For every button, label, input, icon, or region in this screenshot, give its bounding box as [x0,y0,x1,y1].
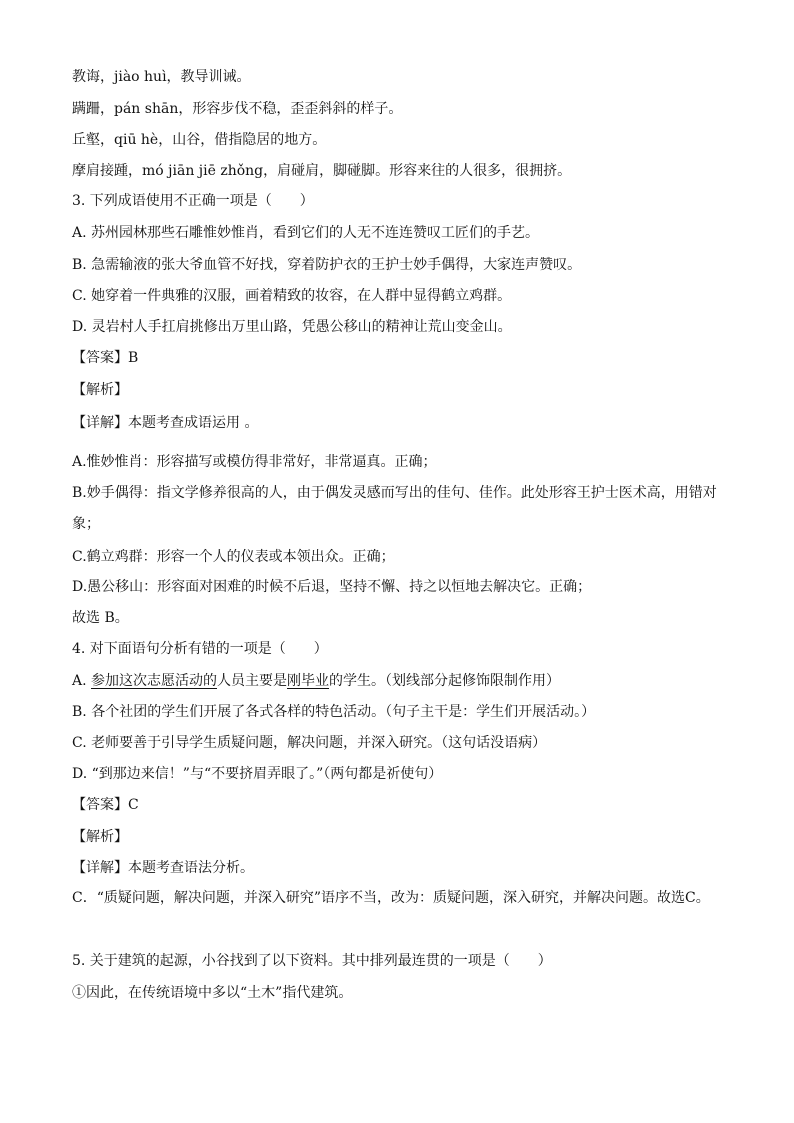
q3-analysis-title: 【解析】 [72,382,128,398]
q4-analysis-title: 【解析】 [72,829,128,845]
q4-option-c: C. 老师要善于引导学生质疑问题，解决问题，并深入研究。（这句话没语病） [72,735,547,751]
vocab-line-1: 教诲，jiào huì，教导训诫。 [72,69,251,85]
q4-detail: 【详解】本题考查语法分析。 [72,860,254,876]
q3-explanation-b: B.妙手偶得：指文学修养很高的人，由于偶发灵感而写出的佳句、佳作。此处形容王护士医术高，用错对象； [72,485,717,532]
q3-option-a: A. 苏州园林那些石雕惟妙惟肖，看到它们的人无不连连赞叹工匠们的手艺。 [72,225,540,241]
q3-option-b: B. 急需输液的张大爷血管不好找，穿着防护衣的王护士妙手偶得，大家连声赞叹。 [72,257,582,273]
q4-option-a-suffix: 的学生。（划线部分起修饰限制作用） [329,673,561,689]
q4-option-a-underline-1: 参加这次志愿活动的 [91,673,218,689]
q3-explanation-d: D.愚公移山：形容面对困难的时候不后退，坚持不懈、持之以恒地去解决它。正确； [72,579,592,595]
q5-stem: 5. 关于建筑的起源，小谷找到了以下资料。其中排列最连贯的一项是（ ） [72,953,552,969]
q4-option-a-prefix: A. [72,673,92,689]
q5-item-1: ①因此，在传统语境中多以“土木”指代建筑。 [72,985,353,1001]
q3-option-c: C. 她穿着一件典雅的汉服，画着精致的妆容，在人群中显得鹤立鸡群。 [72,288,512,304]
q4-option-a-underline-2: 刚毕业 [287,673,330,689]
q3-answer: 【答案】B [72,350,139,366]
q4-explanation: C．“质疑问题，解决问题，并深入研究”语序不当，改为：质疑问题，深入研究，并解决问题。故选C。 [72,890,710,906]
q3-stem: 3. 下列成语使用不正确一项是（ ） [72,193,314,209]
vocab-line-2: 蹒跚，pán shān，形容步伐不稳，歪歪斜斜的样子。 [72,101,403,117]
q4-stem: 4. 对下面语句分析有错的一项是（ ） [72,641,328,657]
q3-detail: 【详解】本题考查成语运用 。 [72,415,259,431]
q4-option-a-middle: 人员主要是 [217,673,288,689]
vocab-line-3: 丘壑，qiū hè，山谷，借指隐居的地方。 [72,132,327,148]
q3-explanation-c: C.鹤立鸡群：形容一个人的仪表或本领出众。正确； [72,549,395,565]
vocab-line-4: 摩肩接踵，mó jiān jiē zhǒng，肩碰肩，脚碰脚。形容来往的人很多，很拥挤。 [72,163,572,179]
q3-conclusion: 故选 B。 [72,610,129,626]
q4-option-a [72,672,560,690]
q3-explanation-a: A.惟妙惟肖：形容描写或模仿得非常好，非常逼真。正确； [72,454,437,470]
q3-option-d: D. 灵岩村人手扛肩挑修出万里山路，凭愚公移山的精神让荒山变金山。 [72,319,512,335]
q4-answer: 【答案】C [72,797,139,813]
q4-option-d: D. “到那边来信！”与“不要挤眉弄眼了。”（两句都是祈使句） [72,766,443,782]
q4-option-b: B. 各个社团的学生们开展了各式各样的特色活动。（句子主干是：学生们开展活动。） [72,704,596,720]
